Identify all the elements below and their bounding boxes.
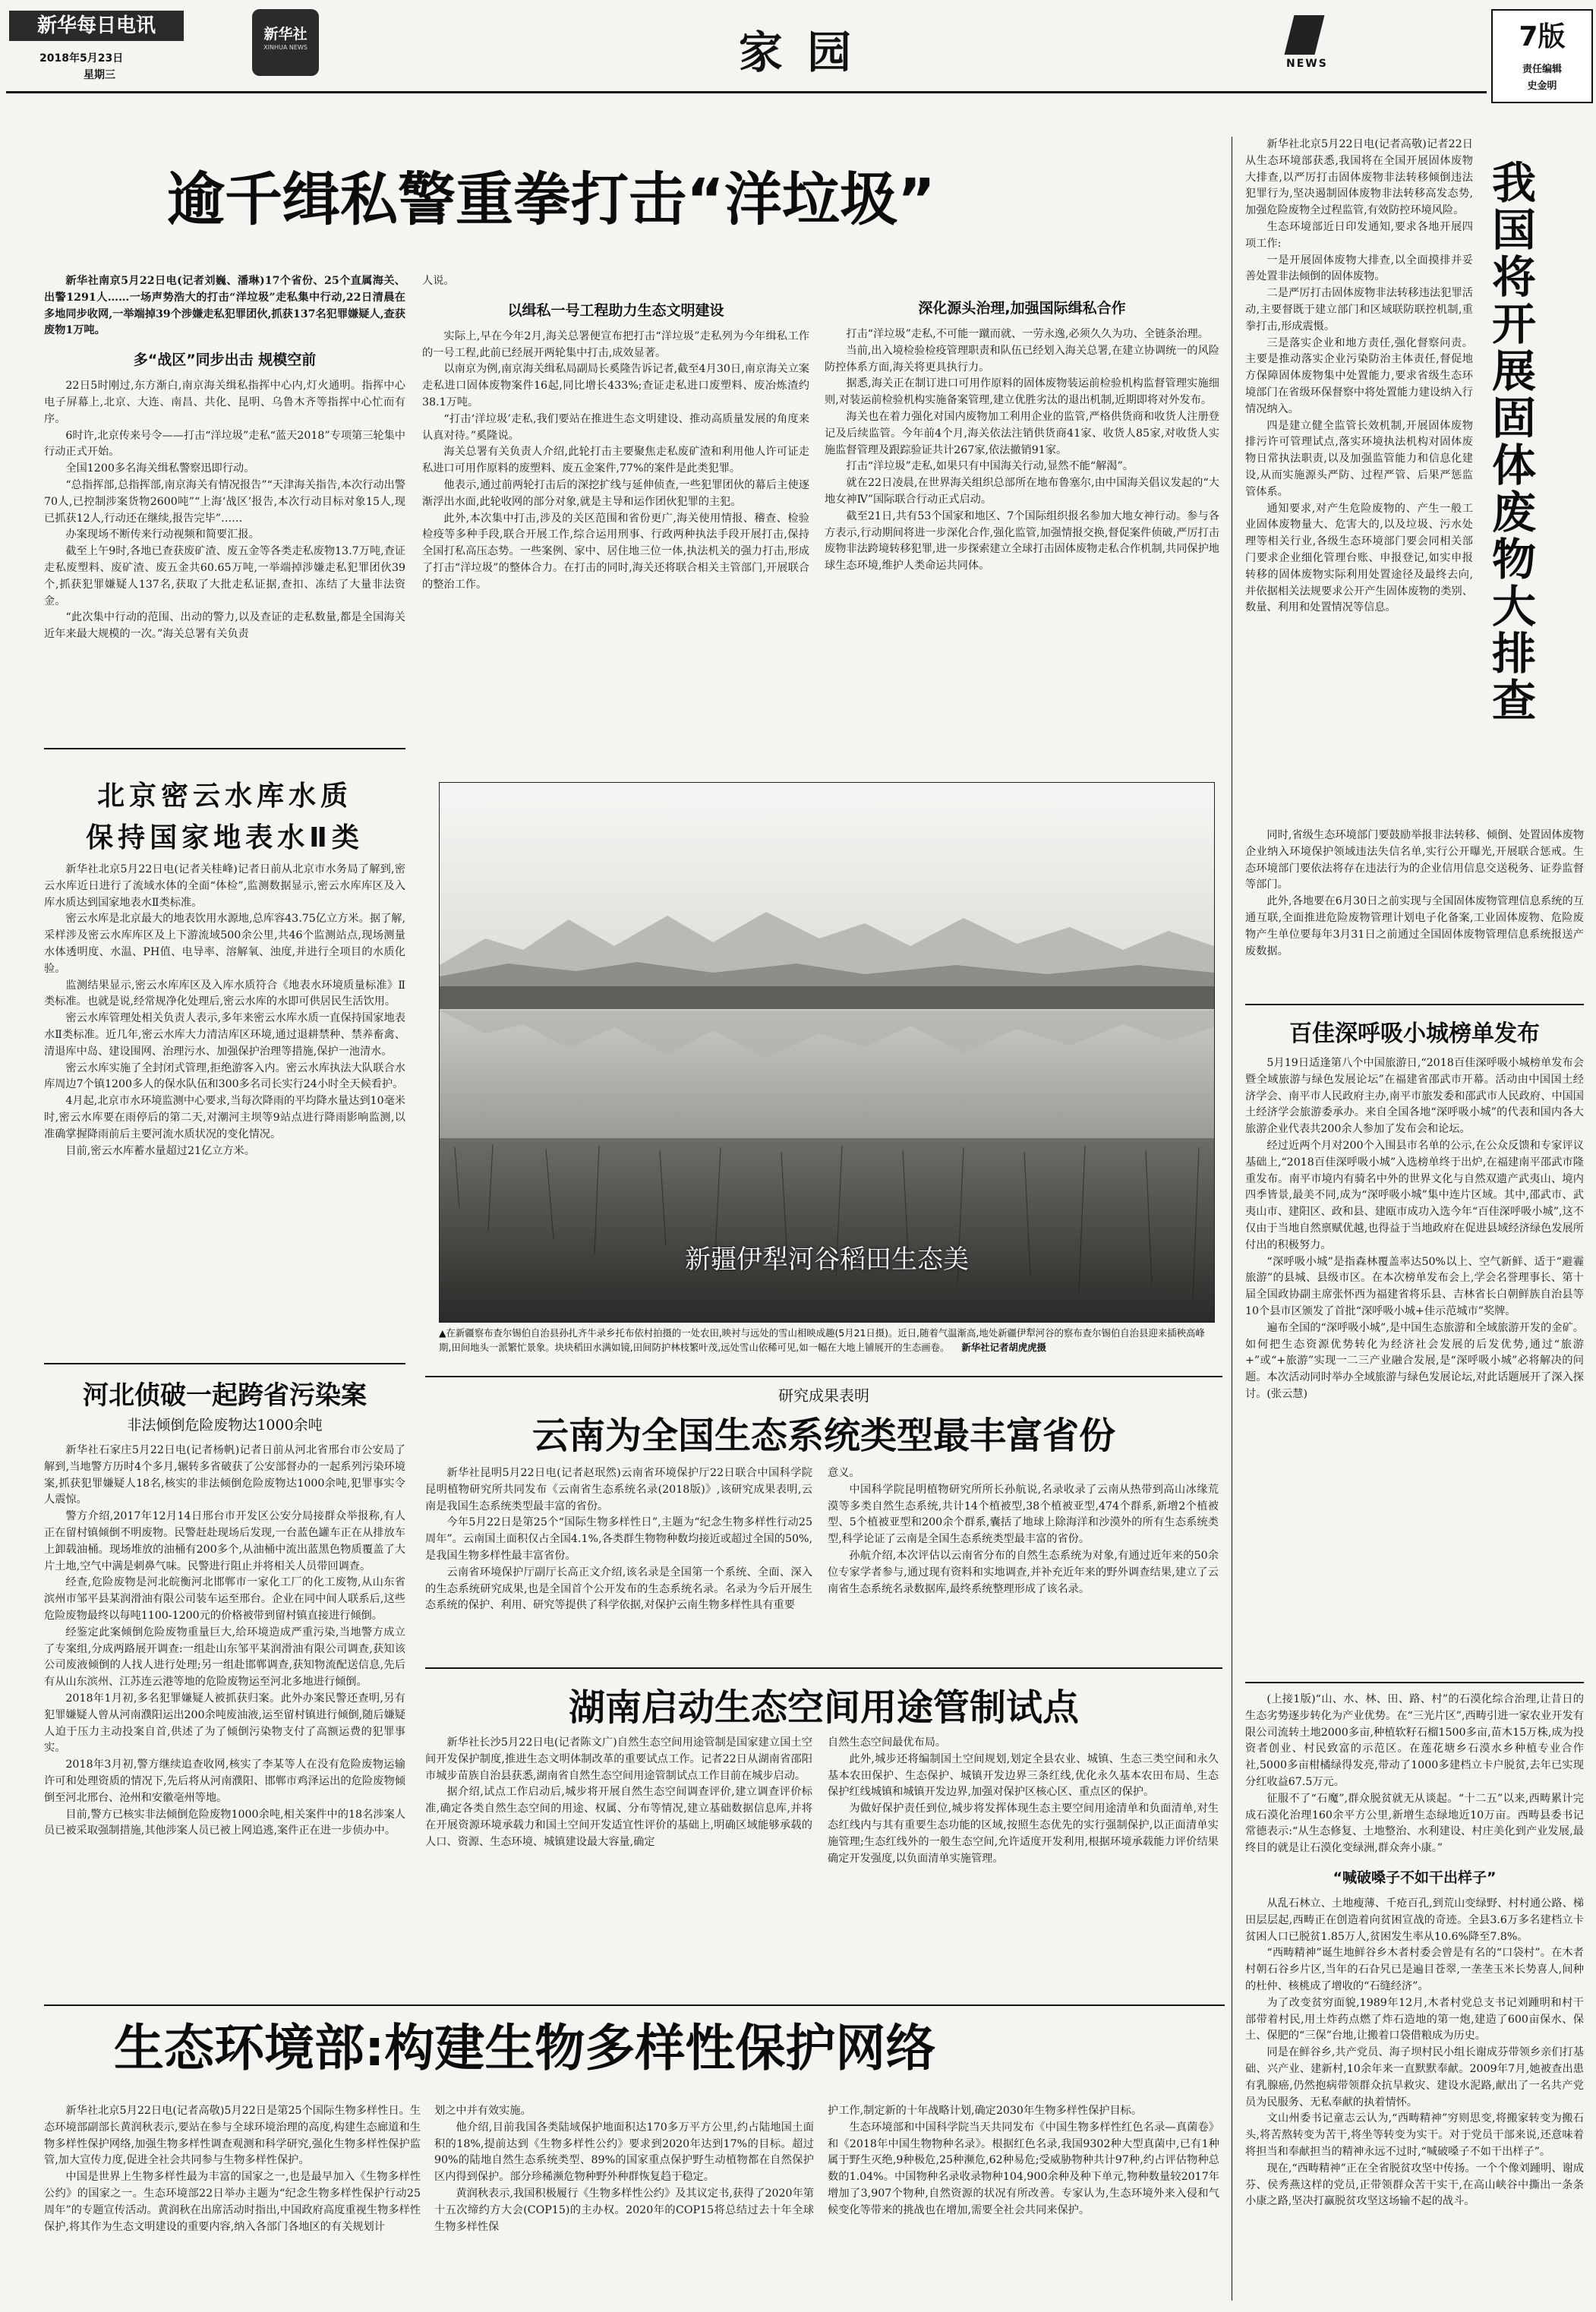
photo-credit: 新华社记者胡虎虎摄: [961, 1342, 1046, 1353]
paragraph: 划之中并有效实施。: [434, 2105, 531, 2117]
paragraph: 护工作,制定新的十年战略计划,确定2030年生物多样性保护目标。: [828, 2105, 1143, 2117]
paragraph: 四是建立健全监管长效机制,开展固体废物排污许可管理试点,落实环境执法机构对固体废物日常执法职责,以及加强监管能力和信息化建设,从而实施源头严防、过程严管、后果严惩监管体系。: [1245, 419, 1473, 498]
paragraph: 从乱石林立、土地瘦薄、千疮百孔,到荒山变绿野、村村通公路、梯田层层起,西畴正在创造着向贫困宣战的奇迹。全县3.6万多名建档立卡贫困人口已脱贫1.85万人,贫困发生率从10.6%降至7.8%。: [1245, 1897, 1584, 1943]
paragraph: 此外,各地要在6月30日之前实现与全国固体废物管理信息系统的互通互联,全面推进危险废物管理计划电子化备案,工业固体废物、危险废物产生单位要每年3月31日之前通过全国固体废物管理信息系统报送产废数据。: [1245, 895, 1584, 957]
paragraph: 22日5时刚过,东方渐白,南京海关缉私指挥中心内,灯火通明。指挥中心电子屏幕上,北京、大连、南昌、共化、昆明、乌鲁木齐等指挥中心忙而有序。: [44, 380, 405, 425]
paragraph: 他表示,通过前两轮打击后的深挖扩线与延伸侦查,一些犯罪团伙的幕后主使逐渐浮出水面,此轮收网的部分对象,就是主导和运作团伙犯罪的主犯。: [422, 478, 809, 508]
news-logo: [1286, 12, 1352, 76]
paragraph: 目前,密云水库蓄水量超过21亿立方米。: [65, 1144, 255, 1157]
paper-name: 新华每日电讯: [9, 11, 184, 41]
masthead: [0, 0, 1596, 99]
paragraph: 此外,城步还将编制国土空间规划,划定全县农业、城镇、生态三类空间和永久基本农田保护、生态保护、城镇开发边界三条红线,优化永久基本农田布局、生态保护红线城镇和城镇开发边界,加强对保护区核心区、重点区的保护。: [828, 1752, 1219, 1799]
paragraph: 新华社昆明5月22日电(记者赵珉然)云南省环境保护厅22日联合中国科学院昆明植物研究所共同发布《云南省生态系统名录(2018版)》,该研究成果表明,云南是我国生态系统类型最丰富的省份。: [425, 1467, 812, 1512]
paragraph: 警方介绍,2017年12月14日邢台市开发区公安分局接群众举报称,有人正在留村镇倾倒不明废物。民警赶赴现场后发现,一台蓝色罐车正在从排放车上卸载油桶。现场堆放的油桶有200多个,从油桶中流出蓝黑色物质覆盖了大片土地,空气中满是刺鼻气味。民警进行阻止并将相关人员带回调查。: [44, 1510, 405, 1572]
lead-subhead-1: 多“战区”同步出击 规模空前: [133, 352, 317, 369]
paragraph: 据悉,海关正在制订进口可用作原料的固体废物装运前检验机构监督管理实施细则,对装运前检验机构实施备案管理,建立优胜劣汰的退出机制,近期即将对外发布。: [825, 377, 1219, 407]
paragraph: 三是落实企业和地方责任,强化督察问责。主要是推动落实企业污染防治主体责任,督促地方保障固体废物集中处置能力,要求省级生态环境部门在省级环保督察中将处置能力建设纳入行情况纳入。: [1245, 336, 1473, 415]
paragraph: 现在,“西畴精神”正在全省脱贫攻坚中传扬。一个个像刘踵明、谢成芬、侯秀燕这样的党员,正带领群众苦干实干,在高山峡谷中撕出一条条小康之路,坚决打赢脱贫攻坚这场输不起的战斗。: [1245, 2162, 1584, 2208]
paragraph: 生态环境部近日印发通知,要求各地开展四项工作:: [1245, 220, 1473, 250]
lead-article-col2: [422, 273, 809, 763]
yunnan-headline: 云南为全国生态系统类型最丰富省份: [531, 1415, 1115, 1457]
hunan-col2: [828, 1735, 1219, 2001]
yunnan-kicker: 研究成果表明: [778, 1386, 869, 1405]
yunnan-col2: [828, 1465, 1219, 1663]
paragraph: 新华社长沙5月22日电(记者陈文广)自然生态空间用途管制是国家建立国土空间开发保护制度,推进生态文明体制改革的重要试点工作。记者22日从湖南省邵阳市城步苗族自治县获悉,湖南省自然生态空间用途管制试点工作目前在城步启动。: [425, 1736, 812, 1782]
paragraph: 密云水库实施了全封闭式管理,拒绝游客入内。密云水库执法大队联合水库周边7个镇1200多人的保水队伍和300多名司长实行24小时全天候看护。: [44, 1061, 405, 1091]
divider: [1245, 1004, 1584, 1005]
paragraph: “打击‘洋垃圾’走私,我们要站在推进生态文明建设、推动高质量发展的角度来认真对待。”奚隆说。: [422, 412, 809, 442]
photo-frame: [439, 782, 1215, 1323]
paragraph: 今年5月22日是第25个“国际生物多样性日”,主题为“纪念生物多样性行动25周年”。云南国土面积仅占全国4.1%,各类群生物物种数均接近或超过全国的50%,是我国生物多样性最丰富省份。: [425, 1516, 812, 1562]
paragraph: 二是严厉打击固体废物非法转移违法犯罪活动,主要督既于建立部门和区域联防联控机制,重拳打击,形成震慑。: [1245, 287, 1473, 333]
xinhua-logo-text: 新华社: [263, 26, 308, 43]
paragraph: 同是在鲜谷乡,共产党员、海子坝村民小组长谢成芬带领乡亲们打基础、兴产业、建新村,10余年来一直默默奉献。2009年7月,她被查出患有乳腺癌,仍然抱病带领群众抗旱救灾、建设水泥路,献出了一名共产党员为民服务、无私奉献的执着情怀。: [1245, 2046, 1584, 2109]
paragraph: 为了改变贫穷面貌,1989年12月,木者村党总支书记刘踵明和村干部带着村民,用土炸药点燃了炸石造地的第一炮,建造了600亩保水、保土、保肥的“三保”台地,让搬着口袋借粮成为历史。: [1245, 1996, 1584, 2042]
paragraph: 打击“洋垃圾”走私,如果只有中国海关行动,显然不能“解渴”。: [846, 460, 1134, 473]
deep-breath-headline: 百佳深呼吸小城榜单发布: [1289, 1020, 1540, 1047]
lead-article-col3: [825, 292, 1219, 763]
paragraph: 自然生态空间最优布局。: [828, 1736, 947, 1749]
paragraph: 生态环境部和中国科学院当天共同发布《中国生物多样性红色名录—真菌卷》和《2018年中国生物物种名录》。根据红色名录,我国9302种大型真菌中,已有1种属于野生灭绝,9种极危,25种濒危,62种易危;受威胁物种共计97种,约占评估物种总数的1.04%。中国物种名录收录物种104,900余种及种下单元,物种数量较2017年增加了3,907个物种,自然资源的状况有所改善。专家认为,生态环境外来入侵和气候变化等带来的挑战也在增加,需要全社会共同来保护。: [828, 2121, 1219, 2216]
paragraph: 2018年3月初,警方继续追查收网,核实了李某等人在没有危险废物运输许可和处理资质的情况下,先后将从河南濮阳、邯郸市鸡泽运出的危险废物倾倒至河北邢台、沧州和安徽亳州等地。: [44, 1758, 405, 1804]
lead-article-col1: [44, 273, 405, 702]
divider: [425, 1376, 1222, 1377]
biodiversity-col1: [44, 2103, 421, 2308]
paragraph: “西畴精神”诞生地鲜谷乡木者村委会曾是有名的“口袋村”。在木者村朝石谷乡片区,当年的石旮旯已是遍目苍翠,一垄垄玉米长势喜人,间种的杜仲、核桃成了增收的“石缝经济”。: [1245, 1947, 1584, 1992]
paragraph: “深呼吸小城”是指森林覆盖率达50%以上、空气新鲜、适于“避霾旅游”的县城、县级市区。在本次榜单发布会上,学会名誉理事长、第十届全国政协副主席张怀西为福建省将乐县、吉林省长白朝鲜族自治县等10个县市区颁发了首批“深呼吸小城+佳示范城市”奖牌。: [1245, 1255, 1584, 1317]
reservoir-headline-1: 北京密云水库水质: [96, 781, 352, 812]
paragraph: 4月起,北京市水环境监测中心要求,当每次降雨的平均降水量达到10毫米时,密云水库要在雨停后的第二天,对潮河主坝等9站点进行降雨影响监测,以准确掌握降雨前后主要河流水质状况的变化情况。: [44, 1095, 405, 1140]
paragraph: 一是开展固体废物大排查,以全面摸排并妥善处置非法倾倒的固体废物。: [1245, 254, 1473, 283]
paragraph: 当前,出入境检验检疫管理职责和队伍已经划入海关总署,在建立协调统一的风险防控体系方面,海关将更具执行力。: [825, 344, 1219, 374]
paragraph: 截至21日,共有53个国家和地区、7个国际组织报名参加大地女神行动。参与各方表示,行动期间将进一步深化合作,强化监管,加强情报交换,督促案件侦破,严厉打击废物非法跨境转移犯罪,进一步探索建立全球打击固体废物走私合作机制,共同保护地球生态环境,维护人类命运共同体。: [825, 509, 1219, 572]
paragraph: 打击“洋垃圾”走私,不可能一蹴而就、一劳永逸,必须久久为功、全链条治理。: [846, 328, 1209, 340]
paragraph: 海关也在着力强化对国内废物加工利用企业的监管,严格供货商和收货人注册登记及后续监管。今年前4个月,海关依法注销供货商41家、收货人85家,对收货人实施监督管理及跟踪验证共计267家,依法撤销91家。: [825, 410, 1219, 456]
divider: [1245, 1682, 1584, 1683]
photo-caption-text: ▲在新疆察布查尔锡伯自治县孙扎齐牛录乡托布依村拍摄的一处农田,映衬与远处的雪山相映成趣(5月21日摄)。近日,随着气温渐高,地处新疆伊犁河谷的察布查尔锡伯自治县迎来插秧高峰期,田间地头一派繁忙景象。块块稻田水满如镜,田间防护林枝繁叶茂,远处雪山依稀可见,如一幅在大地上铺展开的生态画卷。: [439, 1327, 1205, 1353]
paragraph: 全国1200多名海关缉私警察迅即行动。: [65, 462, 255, 475]
divider: [44, 748, 405, 749]
paragraph: 征服不了“石魔”,群众脱贫就无从谈起。“十二五”以来,西畴累计完成石漠化治理160余平方公里,新增生态绿地近10万亩。西畴县委书记常德表示:“从生态修复、土地整治、水利建设、村庄美化到产业发展,最终目的就是让石漠化变绿洲,群众奔小康。”: [1245, 1792, 1584, 1855]
paragraph: 中国是世界上生物多样性最为丰富的国家之一,也是最早加入《生物多样性公约》的国家之一。生态环境部22日举办主题为“纪念生物多样性保护行动25周年”的专题宣传活动。黄润秋在出席活动时指出,中国政府高度重视生物多样性保护,将其作为生态文明建设的重要内容,纳入各部门各地区的有关规划计: [44, 2171, 421, 2233]
biodiversity-col3: [828, 2103, 1219, 2308]
paragraph: 经过近两个月对200个入围县市名单的公示,在公众反馈和专家评议基础上,“2018百佳深呼吸小城”入选榜单终于出炉,在福建南平邵武市隆重发布。南平市境内有骑名中外的世界文化与自然双遗产武夷山、境内四季皆景,最美不同,成为“深呼吸小城”集中连片区域。其中,邵武市、武夷山市、建阳区、政和县、建瓯市成功入选今年“百佳深呼吸小城”,这不仅由于当地自然禀赋优越,也得益于当地政府在促进县域经济绿色发展所付出的积极努力。: [1245, 1139, 1584, 1251]
paragraph: 经查,危险废物是河北皖衡河北邯郸市一家化工厂的化工废物,从山东省滨州市邹平县某润滑油有限公司装车运至邢台。企业在同中间人联系后,这些危险废物最终以每吨1100-1200元的价格被带到留村镇直接进行倾倒。: [44, 1576, 405, 1622]
sidebar-headline: 我国将开展固体废物大排查: [1484, 159, 1536, 724]
paragraph: 以南京为例,南京海关缉私局副局长奚隆告诉记者,截至4月30日,南京海关立案走私进口固体废物案件16起,同比增长433%;查证走私进口废塑料、废冶炼渣约38.1万吨。: [422, 363, 809, 408]
paragraph: 新华社北京5月22日电(记者高敬)记者22日从生态环境部获悉,我国将在全国开展固体废物大排查,以严厉打击固体废物非法转移倾倒违法犯罪行为,坚决遏制固体废物非法转移高发态势,加强危险废物全过程监管,有效防控环境风险。: [1245, 138, 1473, 217]
news-logo-text: NEWS: [1286, 58, 1328, 70]
masthead-rule: [6, 91, 1487, 93]
xinhua-logo: [252, 9, 319, 76]
lead-headline: 逾千缉私警重拳打击“洋垃圾”: [167, 166, 935, 233]
paragraph: 此外,本次集中打击,涉及的关区范围和省份更广,海关使用情报、稽查、检验检疫等多种手段,联合开展工作,综合运用刑事、行政两种执法手段开展打击,保持全国打私高压态势。一些案例、家中、居住地三位一体,执法机关的强力打击,形成了打击“洋垃圾”的整体合力。在打击的同时,海关还将联合相关主管部门,开展联合的整治工作。: [422, 512, 809, 591]
paragraph: 黄润秋表示,我国积极履行《生物多样性公约》及其议定书,获得了2020年第十五次缔约方大会(COP15)的主办权。2020年的COP15将总结过去十年全球生物多样性保: [434, 2187, 814, 2233]
paragraph: 密云水库管理处相关负责人表示,多年来密云水库水质一直保持国家地表水Ⅱ类标准。近几年,密云水库大力清洁库区环境,通过退耕禁种、禁养畜禽、清退库中岛、建设围网、治理污水、加强保护治理等措施,保护一池清水。: [44, 1012, 405, 1058]
xichou-subhead: “喊破嗓子不如干出样子”: [1333, 1869, 1497, 1886]
paragraph: 新华社北京5月22日电(记者关桂峰)记者日前从北京市水务局了解到,密云水库近日进行了流域水体的全面“体检”,监测数据显示,密云水库库区及入库水质达到国家地表水Ⅱ类标准。: [44, 863, 405, 909]
paragraph: 6时许,北京传来号令——打击“洋垃圾”走私“蓝天2018”专项第三轮集中行动正式开始。: [44, 429, 405, 459]
paragraph: 密云水库是北京最大的地表饮用水源地,总库容43.75亿立方米。据了解,采样涉及密云水库库区及上下游流域500余公里,共46个监测站点,现场测量水体透明度、水温、PH值、电导率、溶解氧、浊度,并进行全项目的水质化验。: [44, 913, 405, 975]
biodiversity-col2: [434, 2103, 814, 2308]
editor-label: 责任编辑: [1522, 64, 1562, 75]
hebei-subhead: 非法倾倒危险废物达1000余吨: [127, 1417, 323, 1434]
paragraph: 为做好保护责任到位,城步将发挥体现生态主要空间用途清单和负面清单,对生态红线内与其有重要生态功能的区域,按照生态优先的实行强制保护,以正面清单实施管理;生态红线外的一般生态空间,允许适度开发利用,根据环境承载能力评价结果确定开发强度,以负面清单实施管理。: [828, 1803, 1219, 1865]
lead-intro: 新华社南京5月22日电(记者刘巍、潘琳)17个省份、25个直属海关、出警1291人……一场声势浩大的打击“洋垃圾”走私集中行动,22日清晨在多地同步收网,一举端掉39个涉嫌走私犯罪团伙,抓获137名犯罪嫌疑人,查获废物1万吨。: [44, 275, 405, 337]
reservoir-article: [44, 862, 405, 1363]
paragraph: (上接1版)“山、水、林、田、路、村”的石漠化综合治理,让昔日的生态劣势逐步转化为产业优势。在“三光片区”,西畴引进一家农业开发有限公司流转土地2000多亩,种植软籽石榴1500多亩,苗木15万株,成为投资者创业、村民致富的示范区。在莲花塘乡石漠水乡种植专业合作社,5000多亩柑橘绿得发亮,带动了1000多建档立卡户脱贫,去年已实现分红收益67.5万元。: [1245, 1693, 1584, 1788]
issue-date: 2018年5月23日: [39, 52, 124, 65]
paragraph: 实际上,早在今年2月,海关总署便宣布把打击“洋垃圾”走私列为今年缉私工作的一号工程,此前已经展开两轮集中打击,成效显著。: [422, 330, 809, 359]
photo-caption-title: 新疆伊犁河谷稻田生态美: [685, 1244, 969, 1275]
paragraph: 办案现场不断传来行动视频和简要汇报。: [65, 528, 260, 541]
page-number: 7版: [1519, 21, 1566, 52]
paragraph: 2018年1月初,多名犯罪嫌疑人被抓获归案。此外办案民警还查明,另有犯罪嫌疑人曾从河南濮阳运出200余吨废油液,运至留村镇进行倾倒,随后嫌疑人迫于压力主动投案自首,供述了为了倾倒污染物支付了高额运费的犯罪事实。: [44, 1692, 405, 1755]
divider: [44, 2004, 1225, 2006]
editor-name: 史金明: [1527, 80, 1557, 92]
xinhua-logo-sub: XINHUA NEWS: [263, 44, 308, 51]
photo-caption: [439, 1326, 1213, 1370]
hunan-col1: [425, 1735, 812, 2001]
paragraph: 目前,警方已核实非法倾倒危险废物1000余吨,相关案件中的18名涉案人员已被采取强制措施,其他涉案人员已被上网追逃,案件正在进一步侦办中。: [44, 1808, 405, 1837]
paragraph: 新华社石家庄5月22日电(记者杨帆)记者日前从河北省邢台市公安局了解到,当地警方历时4个多月,辗转多省破获了公安部督办的一起系列污染环境案,抓获犯罪嫌疑人18名,核实的非法倾倒危险废物达1000余吨,犯罪事实令人震惊。: [44, 1444, 405, 1506]
issue-weekday: 星期三: [84, 69, 115, 81]
paragraph: 据介绍,试点工作启动后,城步将开展自然生态空间调查评价,建立调查评价标准,确定各类自然生态空间的用途、权属、分布等情况,建立基础数据信息库,并将在开展资源环境承载力和国土空间开发适宜性评价的基础上,明确区域能够承载的人口、资源、生态环境、城镇建设最大容量,确定: [425, 1786, 812, 1848]
deep-breath-article: [1245, 1055, 1584, 1678]
divider: [44, 1363, 405, 1364]
lead-subhead-3: 深化源头治理,加强国际缉私合作: [918, 300, 1126, 317]
paragraph: 他介绍,目前我国各类陆域保护地面积达170多万平方公里,约占陆地国土面积的18%,提前达到《生物多样性公约》要求到2020年达到17%的目标。超过90%的陆地自然生态系统类型、89%的国家重点保护野生动植物都在自然保护区内得到保护。部分珍稀濒危物种野外种群恢复趋于稳定。: [434, 2121, 814, 2184]
page-number-box: [1491, 9, 1593, 103]
paragraph: 意义。: [828, 1467, 860, 1479]
paragraph: 截至上午9时,各地已查获废矿渣、废五金等各类走私废物13.7万吨,查证走私废塑料、废矿渣、废五金共60.65万吨,一举端掉涉嫌走私犯罪团伙39个,抓获犯罪嫌疑人137名,获取了大批走私证据,查扣、冻结了大量非法资金。: [44, 545, 405, 607]
paragraph: “总指挥部,总指挥部,南京海关有情况报告”“天津海关指告,本次行动出警70人,已控制涉案货物2600吨”“上海‘战区’报告,本次行动目标对象15人,现已抓获12人,行动还在继续,报告完毕”……: [44, 478, 405, 525]
paragraph: 5月19日适逢第八个中国旅游日,“2018百佳深呼吸小城榜单发布会暨全域旅游与绿色发展论坛”在福建省邵武市开幕。活动由中国国土经济学会、南平市人民政府主办,南平市旅发委和邵武市人民政府、中国国土经济学会旅游委承办。来自全国各地“深呼吸小城”的代表和国内各大旅游企业代表共200余人参加了发布会和论坛。: [1245, 1057, 1584, 1136]
hebei-headline: 河北侦破一起跨省污染案: [83, 1380, 367, 1411]
lead-subhead-2: 以缉私一号工程助力生态文明建设: [507, 301, 724, 319]
news-logo-mark: [1285, 15, 1325, 55]
reservoir-headline-2: 保持国家地表水Ⅱ类: [86, 822, 364, 853]
sidebar-article-cont: [1245, 828, 1584, 1002]
paragraph: 遍布全国的“深呼吸小城”,是中国生态旅游和全域旅游开发的金矿。如何把生态资源优势转化为经济社会发展的后发优势,通过“旅游+”或“+旅游”实现一二三产业融合发展,是“深呼吸小城”必将解决的问题。本次活动同时举办全域旅游与绿色发展论坛,对此话题展开了深入探讨。(张云慧): [1245, 1321, 1584, 1400]
divider: [425, 1667, 1222, 1669]
sidebar-article: [1245, 137, 1473, 828]
paragraph: 新华社北京5月22日电(记者高敬)5月22日是第25个国际生物多样性日。生态环境部副部长黄润秋表示,要站在参与全球环境治理的高度,构建生态廊道和生物多样性保护网络,加强生物多样性调查观测和科学研究,强化生物多样性保护监管,加大宣传力度,促进全社会共同参与生物多样性保护。: [44, 2105, 421, 2167]
paragraph: 就在22日凌晨,在世界海关组织总部所在地布鲁塞尔,由中国海关倡议发起的“大地女神Ⅳ”国际联合行动正式启动。: [825, 477, 1219, 506]
xichou-article: [1245, 1692, 1584, 2308]
paragraph: 文山州委书记童志云认为,“西畴精神”穷则思变,将搬家转变为搬石头,将苦熬转变为苦干,将坐等转变为实干。对于党员干部来说,还意味着将担当和奉献担当的精神永远不过时,“喊破嗓子不如干出样子”。: [1245, 2112, 1584, 2158]
paragraph: 云南省环境保护厅副厅长高正文介绍,该名录是全国第一个系统、全面、深入的生态系统研究成果,也是全国首个公开发布的生态系统名录。名录为今后开展生态系统的保护、利用、研究等提供了科学依据,对保护云南生物多样性具有重要: [425, 1566, 812, 1612]
paragraph: 同时,省级生态环境部门要鼓励举报非法转移、倾倒、处置固体废物企业纳入环境保护领域违法失信名单,实行公开曝光,开展联合惩戒。生态环境部门要依法将存在违法行为的企业信用信息交送税务、证券监督等部门。: [1245, 829, 1584, 891]
paragraph: 监测结果显示,密云水库库区及入库水质符合《地表水环境质量标准》Ⅱ类标准。也就是说,经常规净化处理后,密云水库的水即可供居民生活饮用。: [44, 979, 405, 1008]
paragraph: 人说。: [422, 275, 455, 287]
section-title: 家 园: [738, 27, 856, 78]
yunnan-col1: [425, 1465, 812, 1663]
paragraph: “此次集中行动的范围、出动的警力,以及查证的走私数量,都是全国海关近年来最大规模的一次。”海关总署有关负责: [44, 611, 405, 641]
paragraph: 中国科学院昆明植物研究所所长孙航说,名录收录了云南从热带到高山冰缘荒漠等多类自然生态系统,共计14个植被型,38个植被亚型,474个群系,新增2个植被型、5个植被亚型和200余个群系,囊括了地球上除海洋和沙漠外的所有生态系统类型,科学论证了云南是全国生态系统类型最丰富的省份。: [828, 1483, 1219, 1546]
paragraph: 孙航介绍,本次评估以云南省分布的自然生态系统为对象,有通过近年来的50余位专家学者参与,通过现有资料和实地调查,并补充近年来的野外调查结果,建立了云南省生态系统名录数据库,最终系统整理形成了该名录。: [828, 1549, 1219, 1595]
paragraph: 海关总署有关负责人介绍,此轮打击主要聚焦走私废矿渣和利用他人许可证走私进口可用作原料的废塑料、废五金案件,77%的案件是此类犯罪。: [422, 446, 809, 475]
hunan-headline: 湖南启动生态空间用途管制试点: [568, 1686, 1079, 1729]
paragraph: 经鉴定此案倾倒危险废物重量巨大,给环境造成严重污染,当地警方成立了专案组,分成两路展开调查:一组赴山东邹平某润滑油有限公司调查,获知该公司废液倾倒的人找人进行处理;另一组赴邯郸调查,获知物流配送信息,先后有从山东滨州、江苏连云港等地的危险废物运至河北多地进行倾倒。: [44, 1626, 405, 1689]
paragraph: 通知要求,对产生危险废物的、产生一般工业固体废物量大、危害大的,以及垃圾、污水处理等相关行业,各级生态环境部门要会同相关部门要求企业细化管理台账、申报登记,如实申报转移的固体废物实际利用处置途径及最终去向,并依据相关法规要求公开产生固体废物的类别、数量、利用和处置情况等信息。: [1245, 502, 1473, 614]
biodiversity-headline: 生态环境部:构建生物多样性保护网络: [114, 2019, 936, 2077]
